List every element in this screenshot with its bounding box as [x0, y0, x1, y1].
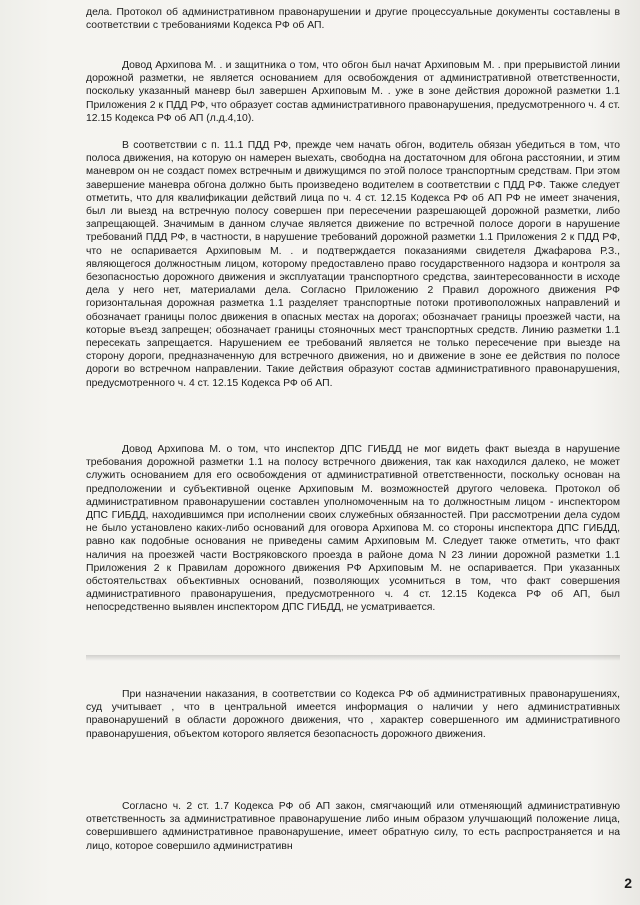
paragraph-6: Согласно ч. 2 ст. 1.7 Кодекса РФ об АП закон, смягчающий или отменяющий административную ответственность за административное правонарушение либо иным образом улучшающий положение лица, совершившего административное правонарушение, имеет обратную силу, то есть распространяется и на лицо, которое совершило административн: [86, 801, 620, 852]
paragraph-1: дела. Протокол об административном правонарушении и другие процессуальные документы составлены в соответствии с требованиями Кодекса РФ об АП.: [86, 7, 620, 32]
paragraph-2: Довод Архипова М. . и защитника о том, что обгон был начат Архиповым М. . при прерывистой линии дорожной разметки, не является основанием для освобождения от административной ответственности, поскольку указанный маневр был завершен Архиповым М. . уже в зоне действия дорожной разметки 1.1 Приложения 2 к ПДД РФ, что образует состав административного правонарушения, предусмотренного ч. 4 ст. 12.15 Кодекса РФ об АП (л.д.4,10).: [86, 60, 620, 124]
page-number: 2: [624, 875, 632, 891]
paragraph-5: При назначении наказания, в соответствии со Кодекса РФ об административных правонарушениях, суд учитывает , что в центральной имеется информация о наличии у него административных правонарушений в области дорожного движения, что , характер совершенного им административного правонарушения, объектом которого является безопасность дорожного движения.: [86, 689, 620, 740]
scan-fold-shadow: [86, 655, 620, 661]
paragraph-3: В соответствии с п. 11.1 ПДД РФ, прежде чем начать обгон, водитель обязан убедиться в том, что полоса движения, на которую он намерен выехать, свободна на достаточном для обгона расстоянии, и этим маневром он не создаст помех встречным и движущимся по этой полосе транспортным средствам. При этом завершение маневра обгона должно быть произведено водителем в соответствии с ПДД РФ. Также следует отметить, что для квалификации действий лица по ч. 4 ст. 12.15 Кодекса РФ об АП РФ не имеет значения, был ли выезд на встречную полосу совершен при пересечении разрешающей дорожной разметки, либо запрещающей. Значимым в данном случае является движение по встречной полосе дороги в нарушение требований ПДД РФ, в частности, в нарушение требований дорожной разметки 1.1 Приложения 2 к ПДД РФ, что не оспаривается Архиповым М. . и подтверждается показаниями свидетеля Джафарова Р.З., являющегося должностным лицом, которому предоставлено право государственного надзора и контроля за безопасностью дорожного движения и эксплуатации транспортного средства, заинтересованности в исходе дела у него нет, материалами дела. Согласно Приложению 2 Правил дорожного движения РФ горизонтальная дорожная разметка 1.1 разделяет транспортные потоки противоположных направлений и обозначает границы полос движения в опасных местах на дорогах; обозначает границы проезжей части, на которые въезд запрещен; обозначает границы стояночных мест транспортных средств. Линию разметки 1.1 пересекать запрещается. Нарушением ее требований является не только пересечение при выезде на сторону дороги, предназначенную для встречного движения, но и движение в зоне ее действия по полосе дороги во встречном направлении. Такие действия образуют состав административного правонарушения, предусмотренного ч. 4 ст. 12.15 Кодекса РФ об АП.: [86, 140, 620, 389]
paragraph-4: Довод Архипова М. о том, что инспектор ДПС ГИБДД не мог видеть факт выезда в нарушение требования дорожной разметки 1.1 на полосу встречного движения, так как находился далеко, не может служить основанием для его освобождения от административной ответственности, поскольку основан на предположении и субъективной оценке Архиповым М. возможностей другого человека. Протокол об административном правонарушении составлен уполномоченным на то должностным лицом - инспектором ДПС ГИБДД, находившимся при исполнении своих служебных обязанностей. При рассмотрении дела судом не было установлено каких-либо оснований для оговора Архипова М. со стороны инспектора ДПС ГИБДД, равно как подобные основания не приведены самим Архиповым М. Следует также отметить, что факт наличия на проезжей части Востряковского проезда в районе дома N 23 линии дорожной разметки 1.1 Приложения 2 к Правилам дорожного движения РФ Архиповым М. не оспаривается. При указанных обстоятельствах объективных оснований, позволяющих усомниться в том, что факт совершения административного правонарушения, предусмотренного ч. 4 ст. 12.15 Кодекса РФ об АП, был непосредственно выявлен инспектором ДПС ГИБДД, не усматривается.: [86, 444, 620, 614]
